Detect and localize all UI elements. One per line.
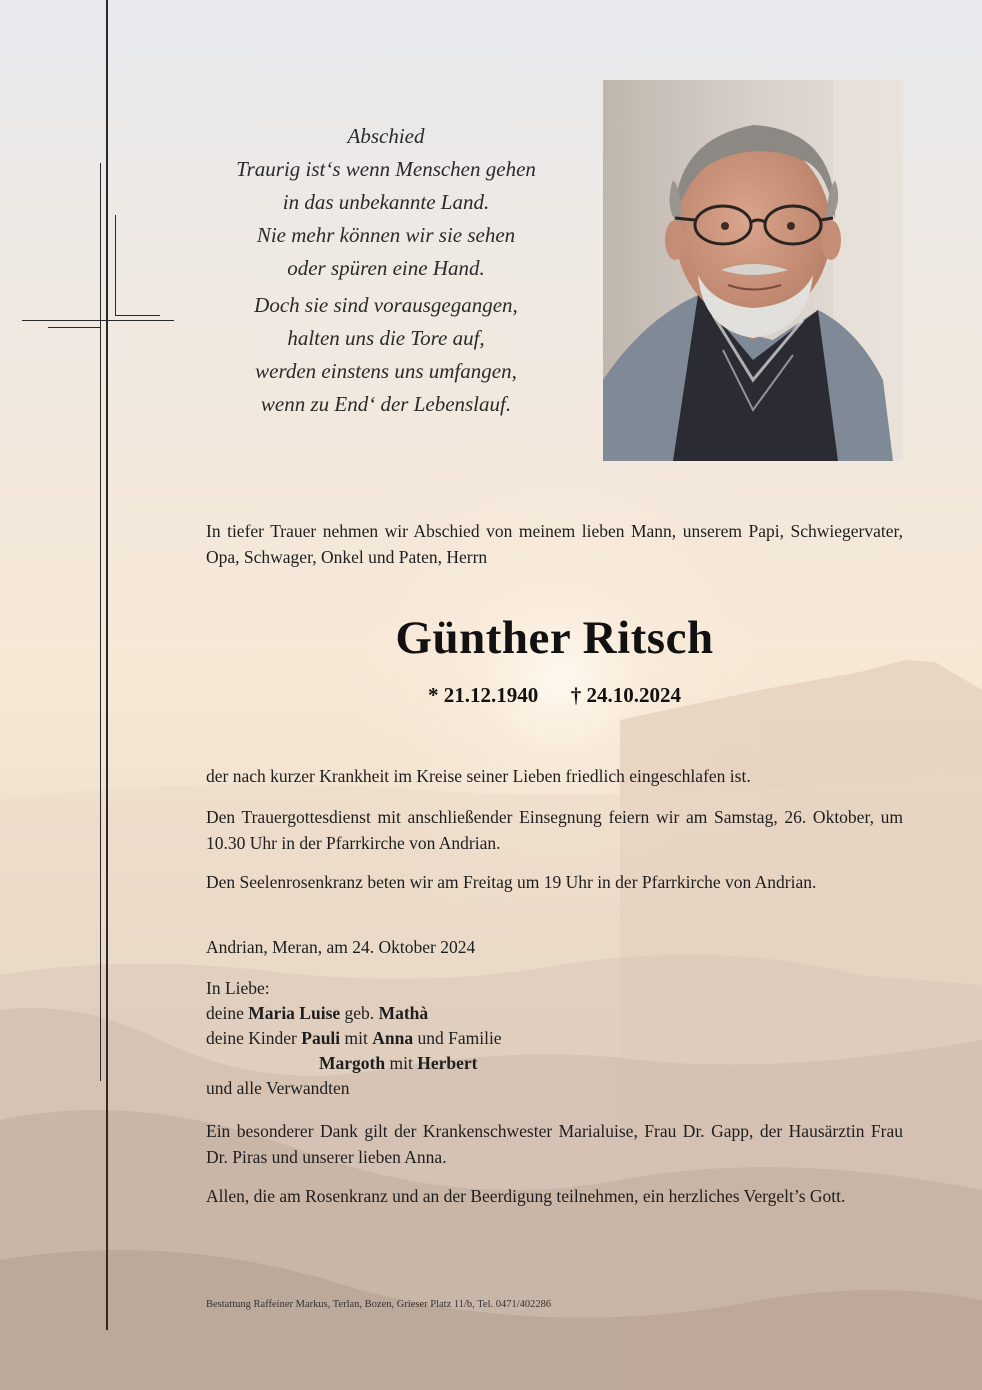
funeral-home-footer: Bestattung Raffeiner Markus, Terlan, Bozen, Grieser Platz 11/b, Tel. 0471/402286 bbox=[206, 1299, 552, 1310]
child-name: Pauli bbox=[301, 1028, 341, 1048]
poem-line: werden einstens uns umfangen, bbox=[255, 359, 517, 383]
poem-line: oder spüren eine Hand. bbox=[287, 256, 485, 280]
rosary-text: Den Seelenrosenkranz beten wir am Freitag um 19 Uhr in der Pfarrkirche von Andrian. bbox=[206, 872, 817, 892]
passing-text: der nach kurzer Krankheit im Kreise seiner Lieben friedlich eingeschlafen ist. bbox=[206, 766, 751, 786]
mourners-heading: In Liebe: bbox=[206, 978, 270, 998]
thanks-text: Ein besonderer Dank gilt der Krankenschwester Marialuise, Frau Dr. Gapp, der Hausärztin Frau Dr. Piras und unserer lieben Anna. bbox=[206, 1121, 903, 1167]
poem-line: wenn zu End‘ der Lebenslauf. bbox=[260, 392, 512, 416]
life-dates bbox=[206, 680, 903, 710]
poem-stanza-1 bbox=[200, 153, 572, 285]
partner-name: Anna bbox=[372, 1028, 414, 1048]
partner-name: Herbert bbox=[417, 1053, 478, 1073]
mourner-line-children-2: Margoth mit Herbert bbox=[319, 1053, 478, 1073]
poem-line: halten uns die Tore auf, bbox=[287, 326, 485, 350]
farewell-poem bbox=[200, 120, 572, 425]
spouse-name: Maria Luise bbox=[248, 1003, 341, 1023]
deceased-name: Günther Ritsch bbox=[395, 612, 714, 664]
mourner-line-spouse: deine Maria Luise geb. Mathà bbox=[206, 1003, 429, 1023]
closing-thanks-text: Allen, die am Rosenkranz und an der Beerdigung teilnehmen, ein herzliches Vergelt’s Gott. bbox=[206, 1186, 846, 1206]
portrait-photo bbox=[603, 80, 903, 461]
poem-line: Nie mehr können wir sie sehen bbox=[256, 223, 516, 247]
poem-stanza-2 bbox=[200, 289, 572, 421]
birth-date: * 21.12.1940 bbox=[428, 683, 539, 707]
poem-line: in das unbekannte Land. bbox=[282, 190, 490, 214]
poem-title: Abschied bbox=[347, 124, 425, 148]
mourners-list bbox=[206, 976, 903, 1101]
intro-text: In tiefer Trauer nehmen wir Abschied von meinem lieben Mann, unserem Papi, Schwiegervater, Opa, Schwager, Onkel und Paten, Herrn bbox=[206, 521, 903, 567]
place-date-text: Andrian, Meran, am 24. Oktober 2024 bbox=[206, 937, 476, 957]
poem-line: Doch sie sind vorausgegangen, bbox=[254, 293, 518, 317]
maiden-name: Mathà bbox=[378, 1003, 429, 1023]
child-name: Margoth bbox=[319, 1053, 386, 1073]
poem-line: Traurig ist‘s wenn Menschen gehen bbox=[236, 157, 536, 181]
mourner-line-children: deine Kinder Pauli mit Anna und Familie bbox=[206, 1028, 502, 1048]
funeral-service-text: Den Trauergottesdienst mit anschließender Einsegnung feiern wir am Samstag, 26. Oktober, um 10.30 Uhr in der Pfarrkirche von Andrian. bbox=[206, 807, 903, 853]
death-date: † 24.10.2024 bbox=[570, 683, 681, 707]
mourner-line-relatives: und alle Verwandten bbox=[206, 1078, 350, 1098]
